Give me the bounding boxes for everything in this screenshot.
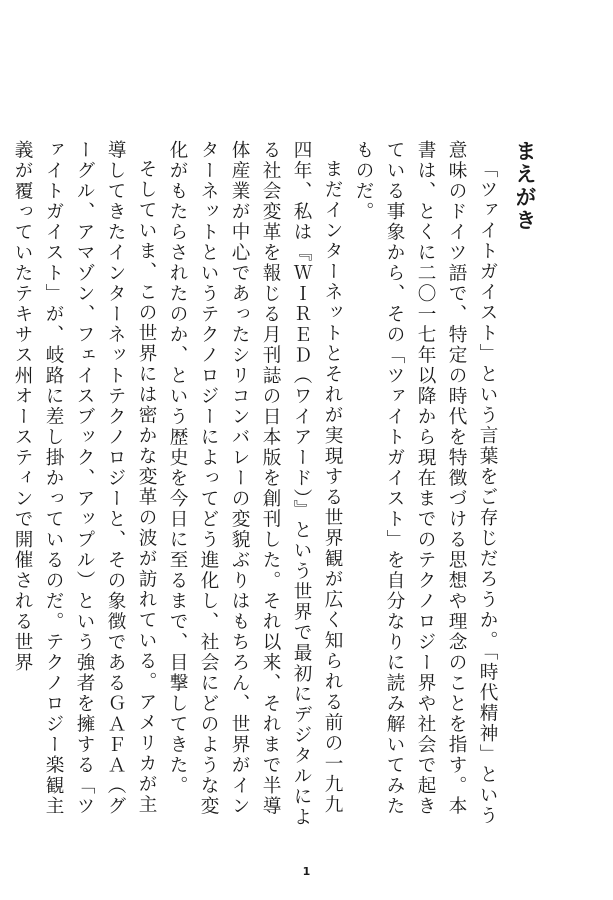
paragraph-1: 「ツァイトガイスト」という言葉をご存じだろうか。「時代精神」という意味のドイツ語で、特定の時代を特徴づける思想や理念のことを指す。本書は、とくに二〇一七年以降から現在までのテクノロジー界や社会で起きている事象から、その「ツァイトガイスト」を自分なりに読み解いてみたものだ。 <box>353 140 498 826</box>
page-title: まえがき <box>513 140 537 232</box>
page-number: 1 <box>302 865 311 878</box>
body-text <box>7 140 503 830</box>
paragraph-3: そしていま、この世界には密かな変革の波が訪れている。アメリカが主導してきたインターネットテクノロジーと、その象徴であるＧＡＦＡ（グーグル、アマゾン、フェイスブック、アップル）という強者を擁する「ツァイトガイスト」が、岐路に差し掛かっているのだ。テクノロジー楽観主義が覆っていたテキサス州オースティンで開催される世界 <box>12 140 157 817</box>
paragraph-2: まだインターネットとそれが実現する世界観が広く知られる前の一九九四年、私は『ＷＩＲＥＤ（ワイアード）』という世界で最初にデジタルによる社会変革を報じる月刊誌の日本版を創刊した。それ以来、それまで半導体産業が中心であったシリコンバレーの変貌ぶりはもちろん、世界がインターネットというテクノロジーによってどう進化し、社会にどのような変化がもたらされたのか、という歴史を今日に至るまで、目撃してきた。 <box>167 140 343 828</box>
